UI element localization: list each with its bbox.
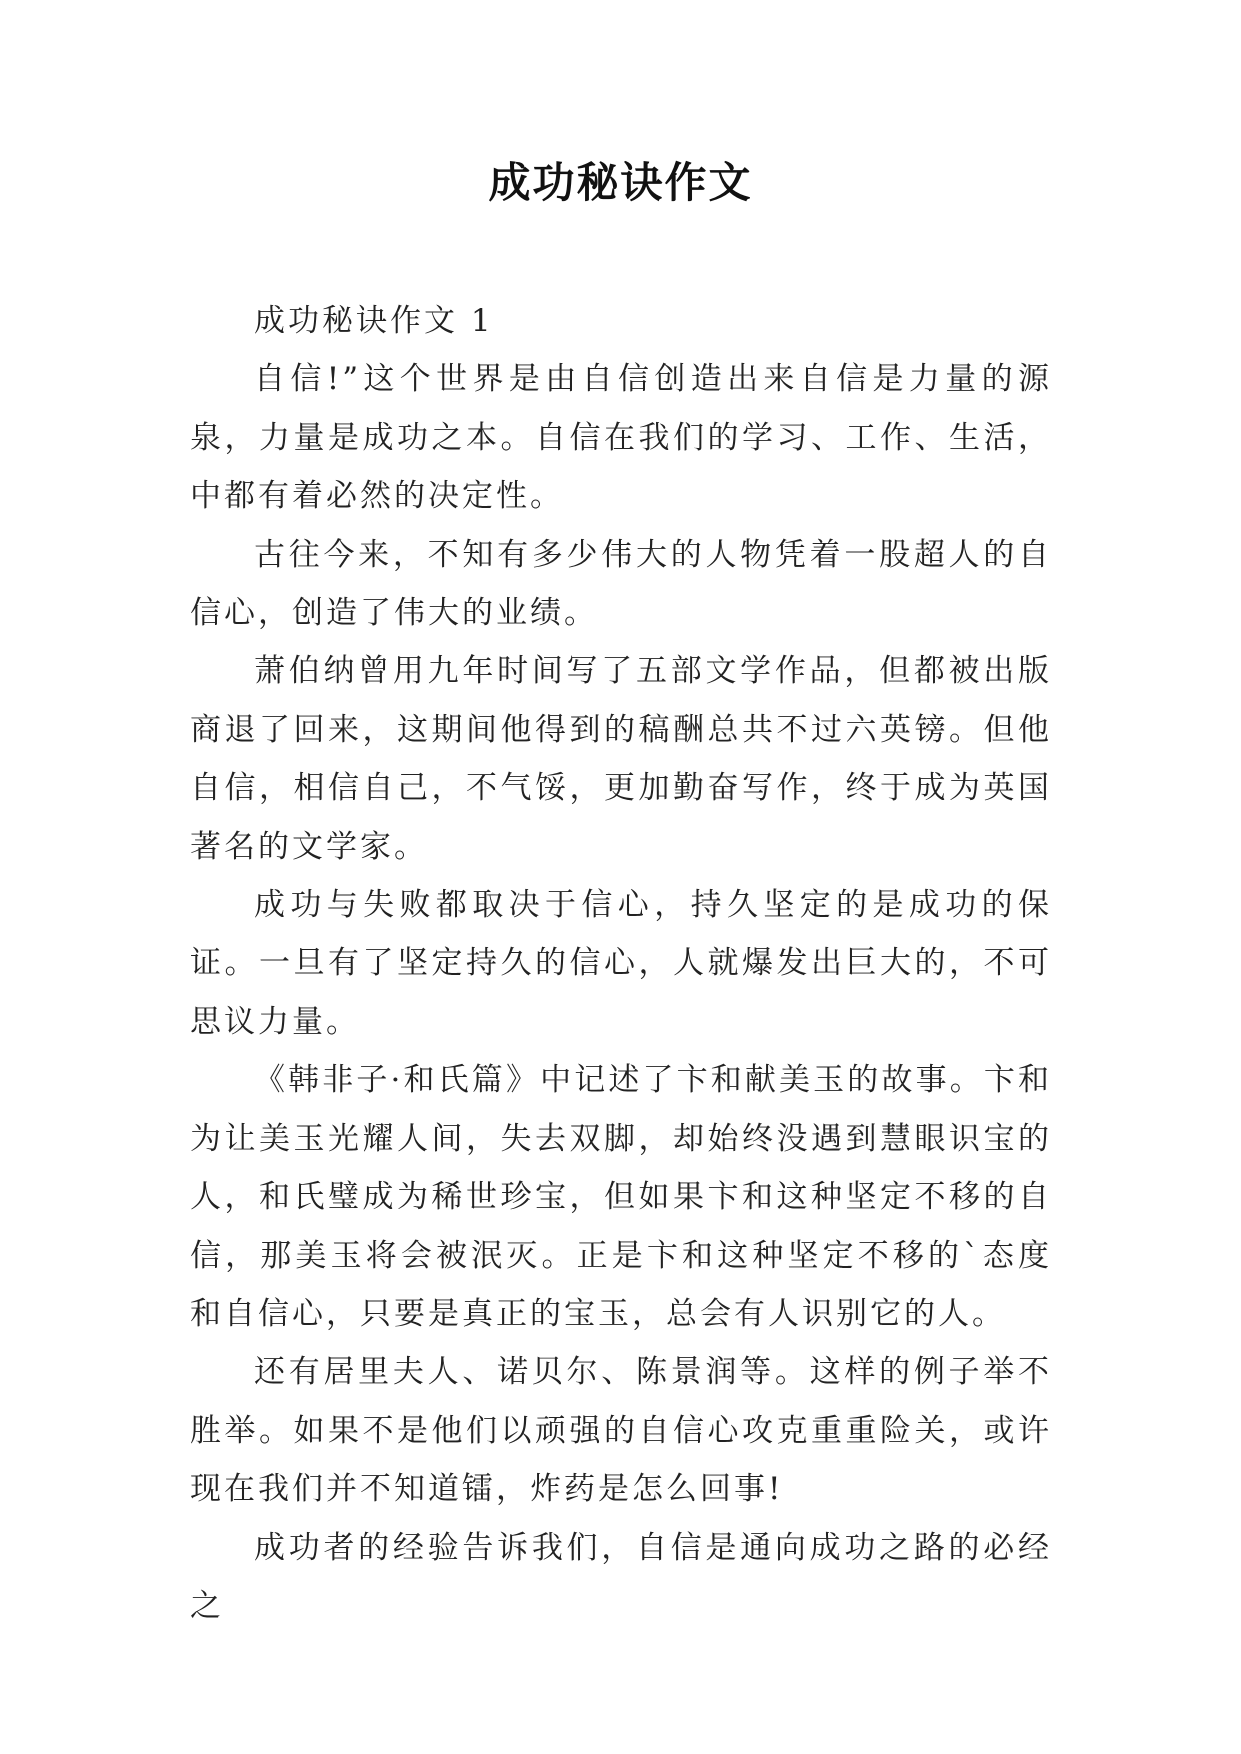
paragraph: 成功者的经验告诉我们，自信是通向成功之路的必经之	[190, 1529, 1052, 1624]
document-body	[190, 292, 1052, 1635]
paragraph: 萧伯纳曾用九年时间写了五部文学作品，但都被出版商退了回来，这期间他得到的稿酬总共不过六英镑。但他自信，相信自己，不气馁，更加勤奋写作，终于成为英国著名的文学家。	[190, 653, 1052, 865]
paragraph: 《韩非子·和氏篇》中记述了卞和献美玉的故事。卞和为让美玉光耀人间，失去双脚，却始终没遇到慧眼识宝的人，和氏璧成为稀世珍宝，但如果卞和这种坚定不移的自信，那美玉将会被泯灭。正是卞和这种坚定不移的`态度和自信心，只要是真正的宝玉，总会有人识别它的人。	[190, 1062, 1052, 1332]
paragraph: 自信!”这个世界是由自信创造出来自信是力量的源泉，力量是成功之本。自信在我们的学习、工作、生活，中都有着必然的决定性。	[190, 361, 1052, 515]
page-title: 成功秘诀作文	[488, 158, 753, 207]
section-heading: 成功秘诀作文 1	[254, 303, 494, 339]
paragraph: 还有居里夫人、诺贝尔、陈景润等。这样的例子举不胜举。如果不是他们以顽强的自信心攻克重重险关，或许现在我们并不知道镭，炸药是怎么回事!	[190, 1354, 1052, 1508]
paragraph: 成功与失败都取决于信心，持久坚定的是成功的保证。一旦有了坚定持久的信心，人就爆发出巨大的，不可思议力量。	[190, 887, 1052, 1040]
paragraph: 古往今来，不知有多少伟大的人物凭着一股超人的自信心，创造了伟大的业绩。	[190, 536, 1052, 632]
